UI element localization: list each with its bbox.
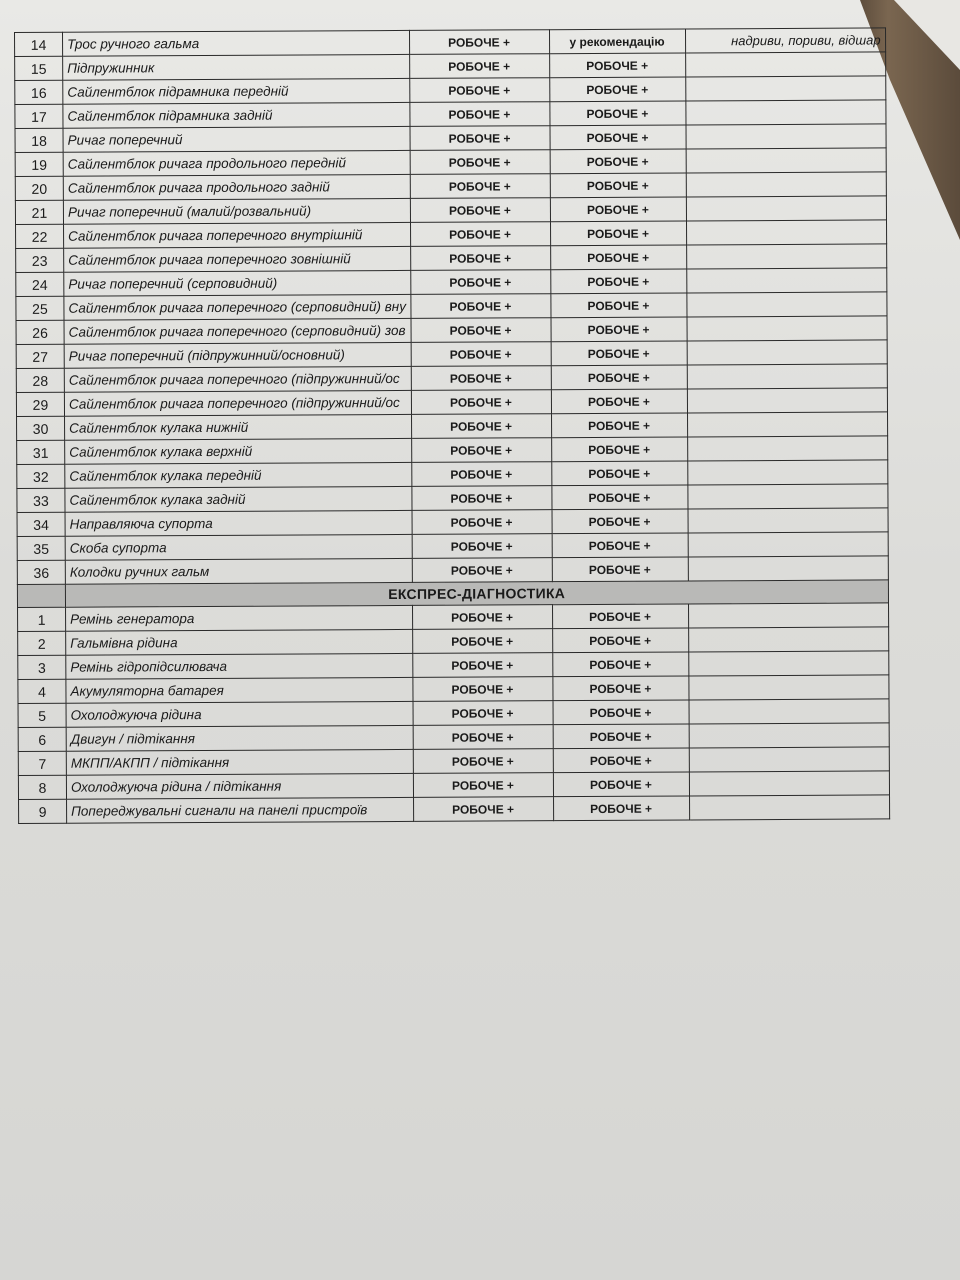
item-name: Трос ручного гальма — [63, 30, 410, 56]
row-number: 30 — [17, 416, 65, 440]
express-diagnostics-checklist — [18, 603, 890, 824]
status-cell: РОБОЧЕ + — [411, 342, 551, 367]
status-cell: РОБОЧЕ + — [411, 414, 551, 439]
status-cell: РОБОЧЕ + — [413, 797, 553, 822]
status-cell: РОБОЧЕ + — [410, 246, 550, 271]
note-cell — [687, 364, 887, 389]
note-cell — [686, 148, 886, 173]
note-cell — [689, 723, 889, 748]
row-number: 23 — [16, 248, 64, 272]
note-cell — [686, 172, 886, 197]
recommendation-cell: РОБОЧЕ + — [553, 772, 689, 797]
recommendation-cell: РОБОЧЕ + — [549, 77, 685, 102]
recommendation-cell: РОБОЧЕ + — [549, 53, 685, 78]
item-name: Сайлентблок ричага поперечного внутрішній — [64, 222, 411, 248]
item-name: Двигун / підтікання — [66, 725, 413, 751]
item-name: Сайлентблок ричага поперечного зовнішній — [64, 246, 411, 272]
status-cell: РОБОЧЕ + — [410, 270, 550, 295]
row-number: 24 — [16, 272, 64, 296]
row-number: 32 — [17, 464, 65, 488]
row-number: 4 — [18, 679, 66, 703]
row-number: 5 — [18, 703, 66, 727]
row-number: 2 — [18, 631, 66, 655]
recommendation-cell: РОБОЧЕ + — [552, 652, 688, 677]
recommendation-cell: РОБОЧЕ + — [551, 437, 687, 462]
recommendation-cell: РОБОЧЕ + — [551, 461, 687, 486]
item-name: Колодки ручних гальм — [65, 558, 412, 584]
diagnostic-form — [14, 27, 890, 824]
status-cell: РОБОЧЕ + — [411, 486, 551, 511]
item-name: Ричаг поперечний (підпружинний/основний) — [64, 342, 411, 368]
status-cell: РОБОЧЕ + — [411, 366, 551, 391]
item-name: Сайлентблок кулака задній — [65, 486, 412, 512]
note-cell — [687, 460, 887, 485]
status-cell: РОБОЧЕ + — [413, 773, 553, 798]
recommendation-cell: РОБОЧЕ + — [550, 221, 686, 246]
status-cell: РОБОЧЕ + — [410, 294, 550, 319]
recommendation-cell: РОБОЧЕ + — [551, 341, 687, 366]
row-number: 16 — [15, 80, 63, 104]
item-name: Сайлентблок кулака нижній — [65, 414, 412, 440]
item-name: Ремінь генератора — [66, 605, 413, 631]
recommendation-cell: РОБОЧЕ + — [552, 628, 688, 653]
note-cell — [689, 771, 889, 796]
note-cell — [688, 532, 888, 557]
recommendation-cell: РОБОЧЕ + — [550, 173, 686, 198]
item-name: Сайлентблок кулака верхній — [65, 438, 412, 464]
status-cell: РОБОЧЕ + — [409, 102, 549, 127]
note-cell — [687, 484, 887, 509]
recommendation-cell: РОБОЧЕ + — [553, 700, 689, 725]
note-cell — [689, 699, 889, 724]
item-name: Ричаг поперечний (серповидний) — [64, 270, 411, 296]
status-cell: РОБОЧЕ + — [409, 30, 549, 55]
item-name: Сайлентблок ричага поперечного (підпружинний/ос — [64, 366, 411, 392]
status-cell: РОБОЧЕ + — [409, 54, 549, 79]
status-cell: РОБОЧЕ + — [411, 462, 551, 487]
item-name: Охолоджуюча рідина — [66, 701, 413, 727]
note-cell — [686, 268, 886, 293]
status-cell: РОБОЧЕ + — [412, 653, 552, 678]
status-cell: РОБОЧЕ + — [412, 629, 552, 654]
status-cell: РОБОЧЕ + — [410, 174, 550, 199]
recommendation-cell: РОБОЧЕ + — [551, 365, 687, 390]
recommendation-cell: РОБОЧЕ + — [550, 293, 686, 318]
item-name: Сайлентблок ричага поперечного (серповидний) зов — [64, 318, 411, 344]
recommendation-cell: РОБОЧЕ + — [550, 269, 686, 294]
note-cell — [686, 292, 886, 317]
row-number: 33 — [17, 488, 65, 512]
recommendation-cell: РОБОЧЕ + — [552, 557, 688, 582]
note-cell — [687, 316, 887, 341]
status-cell: РОБОЧЕ + — [411, 390, 551, 415]
note-cell — [688, 508, 888, 533]
note-cell — [688, 603, 888, 628]
item-name: Сайлентблок ричага поперечного (серповидний) вну — [64, 294, 411, 320]
row-number: 22 — [16, 224, 64, 248]
status-cell: РОБОЧЕ + — [410, 222, 550, 247]
recommendation-cell: РОБОЧЕ + — [553, 796, 689, 821]
diagnostic-table — [14, 27, 890, 824]
status-cell: РОБОЧЕ + — [413, 701, 553, 726]
item-name: Скоба супорта — [65, 534, 412, 560]
item-name: Сайлентблок підрамника задній — [63, 102, 410, 128]
item-name: Ричаг поперечний (малий/розвальний) — [63, 198, 410, 224]
item-name: Акумуляторна батарея — [66, 677, 413, 703]
row-number: 34 — [17, 512, 65, 536]
item-name: Гальмівна рідина — [66, 629, 413, 655]
note-cell — [689, 795, 889, 820]
status-cell: РОБОЧЕ + — [412, 558, 552, 583]
note-cell — [687, 412, 887, 437]
note-cell — [687, 436, 887, 461]
status-cell: РОБОЧЕ + — [410, 150, 550, 175]
row-number: 14 — [15, 32, 63, 56]
item-name: Ремінь гідропідсилювача — [66, 653, 413, 679]
recommendation-cell: РОБОЧЕ + — [549, 125, 685, 150]
recommendation-cell: РОБОЧЕ + — [552, 509, 688, 534]
row-number: 19 — [15, 152, 63, 176]
recommendation-cell: РОБОЧЕ + — [550, 245, 686, 270]
note-cell — [687, 340, 887, 365]
row-number: 28 — [16, 368, 64, 392]
note-cell — [688, 675, 888, 700]
note-cell — [686, 220, 886, 245]
row-number: 26 — [16, 320, 64, 344]
recommendation-cell: РОБОЧЕ + — [553, 724, 689, 749]
recommendation-cell: РОБОЧЕ + — [551, 413, 687, 438]
recommendation-cell: РОБОЧЕ + — [551, 317, 687, 342]
row-number: 35 — [17, 536, 65, 560]
row-number: 17 — [15, 104, 63, 128]
note-cell — [685, 124, 885, 149]
row-number: 21 — [15, 200, 63, 224]
item-name: Сайлентблок підрамника передній — [63, 78, 410, 104]
row-number: 7 — [18, 751, 66, 775]
recommendation-cell: РОБОЧЕ + — [549, 101, 685, 126]
status-cell: РОБОЧЕ + — [411, 438, 551, 463]
row-number: 31 — [17, 440, 65, 464]
status-cell: РОБОЧЕ + — [411, 318, 551, 343]
recommendation-cell: РОБОЧЕ + — [550, 197, 686, 222]
chassis-checklist — [15, 28, 888, 585]
status-cell: РОБОЧЕ + — [413, 749, 553, 774]
status-cell: РОБОЧЕ + — [412, 677, 552, 702]
row-number: 36 — [17, 560, 65, 584]
item-name: Сайлентблок ричага поперечного (підпружинний/ос — [64, 390, 411, 416]
note-cell — [688, 556, 888, 581]
item-name: Сайлентблок кулака передній — [65, 462, 412, 488]
row-number: 8 — [18, 775, 66, 799]
row-number: 3 — [18, 655, 66, 679]
row-number: 20 — [15, 176, 63, 200]
item-name: Направляюча супорта — [65, 510, 412, 536]
recommendation-cell: РОБОЧЕ + — [550, 149, 686, 174]
note-cell — [688, 627, 888, 652]
item-name: Підпружинник — [63, 54, 410, 80]
note-cell: надриви, пориви, відшар — [685, 28, 885, 53]
item-name: Сайлентблок ричага продольного задній — [63, 174, 410, 200]
status-cell: РОБОЧЕ + — [412, 534, 552, 559]
row-number: 29 — [16, 392, 64, 416]
item-name: Сайлентблок ричага продольного передній — [63, 150, 410, 176]
status-cell: РОБОЧЕ + — [409, 78, 549, 103]
row-number: 6 — [18, 727, 66, 751]
item-name: Ричаг поперечний — [63, 126, 410, 152]
recommendation-cell: РОБОЧЕ + — [551, 485, 687, 510]
recommendation-cell: РОБОЧЕ + — [551, 389, 687, 414]
section-num-cell — [17, 584, 65, 607]
row-number: 18 — [15, 128, 63, 152]
note-cell — [686, 196, 886, 221]
row-number: 9 — [19, 799, 67, 823]
note-cell — [685, 100, 885, 125]
recommendation-cell: РОБОЧЕ + — [552, 604, 688, 629]
status-cell: РОБОЧЕ + — [413, 725, 553, 750]
table-row — [19, 795, 890, 824]
row-number: 27 — [16, 344, 64, 368]
row-number: 15 — [15, 56, 63, 80]
status-cell: РОБОЧЕ + — [412, 605, 552, 630]
note-cell — [689, 747, 889, 772]
recommendation-cell: РОБОЧЕ + — [553, 748, 689, 773]
section-title: ЕКСПРЕС-ДІАГНОСТИКА — [65, 580, 888, 607]
note-cell — [686, 244, 886, 269]
note-cell — [685, 52, 885, 77]
row-number: 25 — [16, 296, 64, 320]
recommendation-cell: РОБОЧЕ + — [552, 676, 688, 701]
item-name: МКПП/АКПП / підтікання — [66, 749, 413, 775]
status-cell: РОБОЧЕ + — [409, 126, 549, 151]
item-name: Охолоджуюча рідина / підтікання — [66, 773, 413, 799]
note-cell — [685, 76, 885, 101]
item-name: Попереджувальні сигнали на панелі пристроїв — [67, 797, 414, 823]
note-cell — [688, 651, 888, 676]
recommendation-cell: у рекомендацію — [549, 29, 685, 54]
status-cell: РОБОЧЕ + — [412, 510, 552, 535]
row-number: 1 — [18, 607, 66, 631]
status-cell: РОБОЧЕ + — [410, 198, 550, 223]
recommendation-cell: РОБОЧЕ + — [552, 533, 688, 558]
note-cell — [687, 388, 887, 413]
